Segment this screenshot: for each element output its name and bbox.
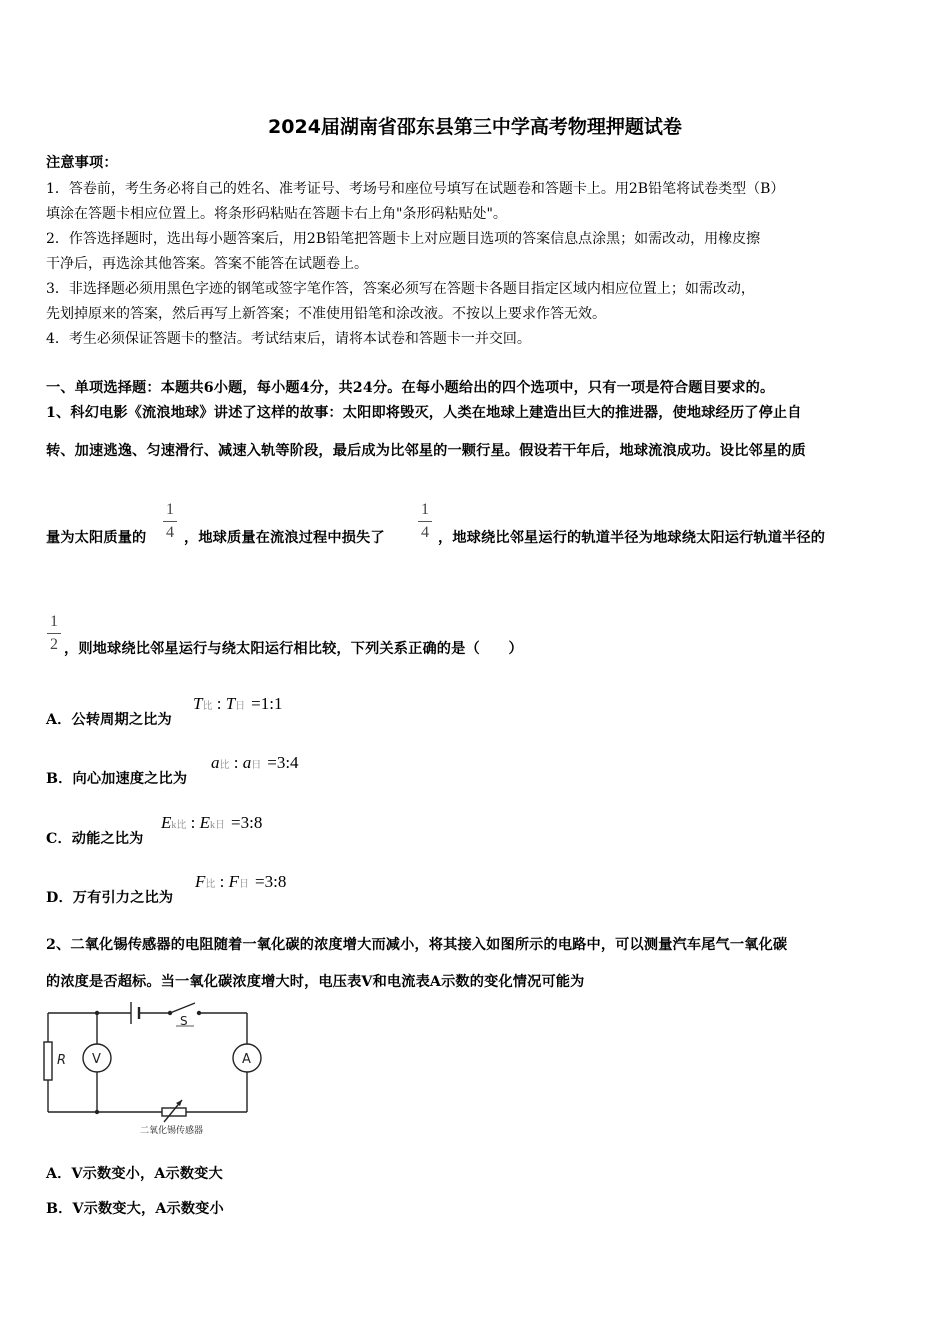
option-c-formula: Ek比 : Ek日 =3:8 — [161, 813, 263, 832]
switch-label: S — [180, 1014, 188, 1028]
page-title: 2024届湖南省邵东县第三中学高考物理押题试卷 — [268, 116, 682, 138]
notice-line: 2．作答选择题时，选出每小题答案后，用2B铅笔把答题卡上对应题目选项的答案信息点涂黑；如需改动，用橡皮擦 — [46, 231, 761, 247]
fraction-numerator: 1 — [166, 501, 174, 518]
q1-text: ，地球质量在流浪过程中损失了 — [184, 530, 385, 546]
option-b[interactable]: B．V示数变大，A示数变小 — [46, 1201, 224, 1217]
section-heading: 一、单项选择题：本题共6小题，每小题4分，共24分。在每小题给出的四个选项中，只有一项是符合题目要求的。 — [46, 380, 775, 396]
option-b[interactable]: B．向心加速度之比为 — [46, 771, 188, 787]
option-d-formula: F比 : F日 =3:8 — [195, 872, 287, 891]
fraction-denominator: 4 — [166, 524, 174, 541]
q1-text: ，则地球绕比邻星运行与绕太阳运行相比较，下列关系正确的是（ ） — [64, 641, 523, 657]
notice-heading: 注意事项： — [46, 155, 118, 171]
sensor-caption: 二氧化锡传感器 — [140, 1126, 204, 1136]
q1-text: 转、加速逃逸、匀速滑行、减速入轨等阶段，最后成为比邻星的一颗行星。假设若干年后，地球流浪成功。设比邻星的质 — [46, 443, 806, 459]
q2-text: 2、二氧化锡传感器的电阻随着一氧化碳的浓度增大而减小，将其接入如图所示的电路中，可以测量汽车尾气一氧化碳 — [46, 937, 788, 953]
option-c[interactable]: C．动能之比为 — [46, 831, 144, 847]
q1-text: ，地球绕比邻星运行的轨道半径为地球绕太阳运行轨道半径的 — [438, 530, 826, 546]
q1-text: 1、科幻电影《流浪地球》讲述了这样的故事：太阳即将毁灭，人类在地球上建造出巨大的推进器，使地球经历了停止自 — [46, 405, 802, 421]
fraction-one-quarter — [418, 501, 432, 542]
switch-blade — [170, 1003, 195, 1013]
fraction-one-half — [47, 613, 61, 654]
resistor-label: R — [57, 1053, 67, 1068]
fraction-one-quarter — [163, 501, 177, 542]
option-a-formula: T比 : T日 =1:1 — [193, 694, 283, 713]
option-a[interactable]: A．公转周期之比为 — [46, 712, 172, 728]
notice-line: 4．考生必须保证答题卡的整洁。考试结束后，请将本试卷和答题卡一并交回。 — [46, 331, 531, 347]
circuit-diagram — [40, 998, 280, 1140]
option-d[interactable]: D．万有引力之比为 — [46, 890, 174, 906]
fraction-denominator: 2 — [50, 636, 58, 653]
notice-line: 干净后，再选涂其他答案。答案不能答在试题卷上。 — [46, 256, 368, 272]
fraction-numerator: 1 — [50, 613, 58, 630]
ammeter-label: A — [242, 1052, 251, 1067]
notice-line: 3．非选择题必须用黑色字迹的钢笔或签字笔作答，答案必须写在答题卡各题目指定区域内相应位置上；如需改动， — [46, 281, 755, 297]
fraction-numerator: 1 — [421, 501, 429, 518]
notice-line: 填涂在答题卡相应位置上。将条形码粘贴在答题卡右上角"条形码粘贴处"。 — [46, 206, 507, 222]
notice-line: 先划掉原来的答案，然后再写上新答案；不准使用铅笔和涂改液。不按以上要求作答无效。 — [46, 306, 606, 322]
q1-text: 量为太阳质量的 — [46, 530, 147, 546]
fraction-denominator: 4 — [421, 524, 429, 541]
notice-line: 1．答卷前，考生务必将自己的姓名、准考证号、考场号和座位号填写在试题卷和答题卡上。用2B铅笔将试卷类型（B） — [46, 181, 785, 197]
resistor — [44, 1042, 52, 1080]
q2-text: 的浓度是否超标。当一氧化碳浓度增大时，电压表V和电流表A示数的变化情况可能为 — [46, 974, 585, 990]
option-b-formula: a比 : a日 =3:4 — [211, 753, 299, 772]
option-a[interactable]: A．V示数变小，A示数变大 — [46, 1166, 223, 1182]
voltmeter-label: V — [92, 1052, 101, 1067]
